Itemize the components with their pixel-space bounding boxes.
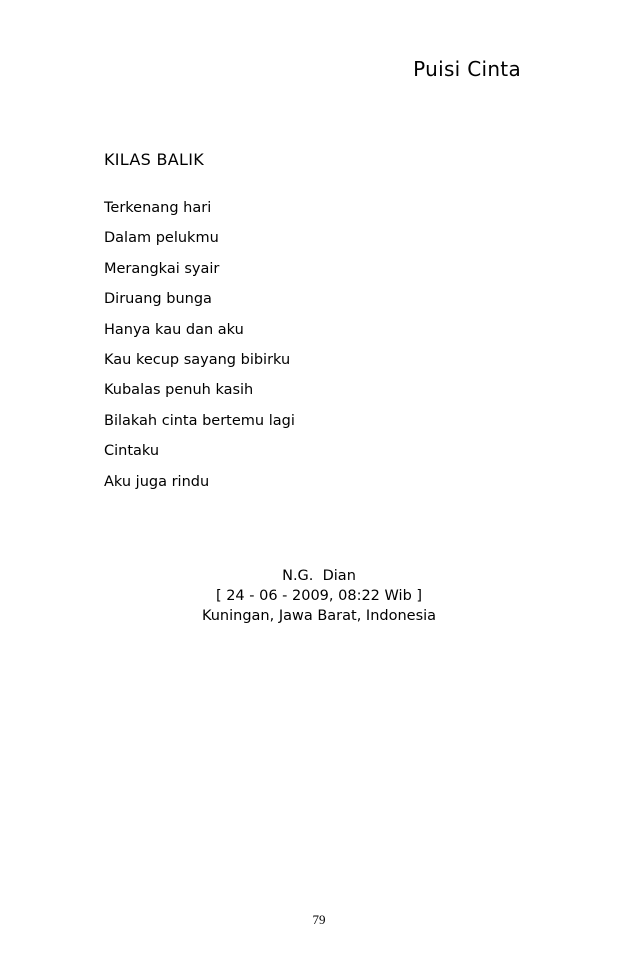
poem-line: Dalam pelukmu [104, 230, 219, 247]
author-name: N.G. Dian [282, 568, 356, 584]
poem-body [104, 198, 295, 502]
date-time-stamp: [ 24 - 06 - 2009, 08:22 Wib ] [215, 588, 423, 604]
poem-line: Bilakah cinta bertemu lagi [104, 412, 295, 429]
poem-line: Kubalas penuh kasih [104, 382, 254, 399]
running-header-title: Puisi Cinta [413, 57, 521, 81]
poem-signature [0, 566, 638, 626]
poem-line: Cintaku [104, 443, 160, 460]
poem-line: Kau kecup sayang bibirku [104, 351, 291, 368]
poem-line: Hanya kau dan aku [104, 321, 244, 338]
location-text: Kuningan, Jawa Barat, Indonesia [201, 608, 437, 624]
page-number: 79 [312, 912, 326, 927]
poem-line: Diruang bunga [104, 291, 212, 308]
poem-line: Aku juga rindu [104, 473, 210, 490]
poem-title: KILAS BALIK [104, 150, 205, 169]
poem-line: Merangkai syair [104, 260, 220, 277]
poem-line: Terkenang hari [104, 200, 212, 216]
